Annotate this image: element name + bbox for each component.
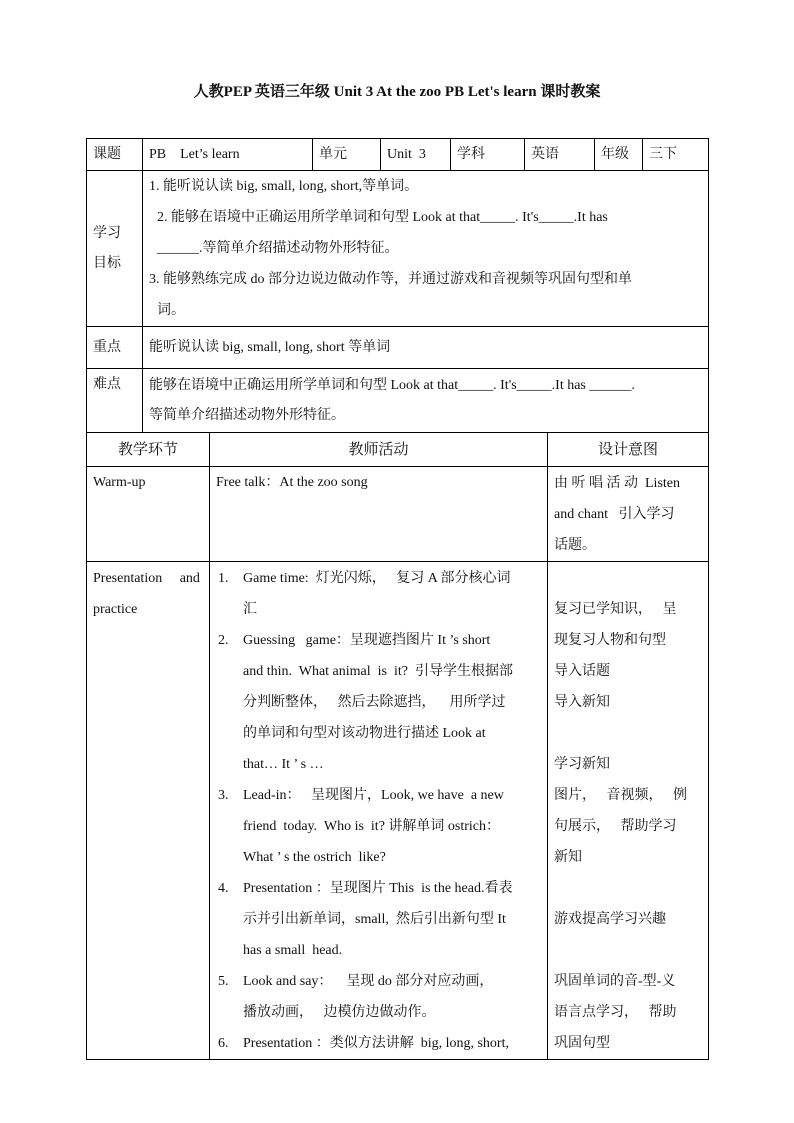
- subject-label: 学科: [451, 139, 525, 171]
- warmup-intent: [548, 467, 709, 562]
- step-line: Presentation ：呈现图片 This is the head.看表: [243, 881, 513, 896]
- stage-line: practice: [93, 602, 138, 617]
- objectives-label-line1: 学习: [93, 225, 121, 241]
- intent-line: [554, 935, 702, 966]
- intent-line: 导入新知: [554, 695, 610, 710]
- lesson-label: 课题: [87, 139, 143, 171]
- activity-step: [218, 563, 541, 625]
- intent-line: 学习新知: [554, 757, 610, 772]
- design-intent-header: 设计意图: [548, 433, 709, 467]
- warmup-stage: Warm-up: [87, 467, 210, 562]
- intent-line: 句展示， 帮助学习: [554, 819, 677, 834]
- step-line: that… It ’ s …: [243, 757, 324, 772]
- presentation-stage: [87, 562, 210, 1060]
- difficulties-line2: 等简单介绍描述动物外形特征。: [149, 407, 345, 423]
- grade-label: 年级: [595, 139, 643, 171]
- objective-item: 1. 能听说认读 big, small, long, short,等单词。: [149, 179, 419, 194]
- intent-line: 游戏提高学习兴趣: [554, 912, 666, 927]
- intent-line: 巩固单词的音-型-义: [554, 974, 676, 989]
- step-line: and thin. What animal is it? 引导学生根据部: [243, 664, 513, 679]
- step-number: 3.: [218, 788, 229, 803]
- key-points-text: 能听说认读 big, small, long, short 等单词: [143, 327, 709, 369]
- objectives-content: [143, 171, 709, 327]
- activity-step: [218, 873, 541, 966]
- objective-item: 3. 能够熟练完成 do 部分边说边做动作等，并通过游戏和音视频等巩固句型和单: [149, 272, 632, 287]
- lesson-info-table: [86, 138, 709, 433]
- objective-item: 词。: [157, 303, 185, 318]
- stage-line: Presentation and: [93, 571, 200, 586]
- intent-line: and chant 引入学习: [554, 507, 675, 522]
- intent-line: 语言点学习， 帮助: [554, 1005, 677, 1020]
- teaching-process-table: [86, 432, 709, 1060]
- intent-line: [554, 563, 702, 594]
- key-points-label: 重点: [87, 327, 143, 369]
- intent-line: 现复习人物和句型: [554, 633, 666, 648]
- document-title: 人教PEP 英语三年级 Unit 3 At the zoo PB Let's learn 课时教案: [193, 84, 601, 100]
- step-number: 6.: [218, 1036, 229, 1051]
- unit-label: 单元: [313, 139, 381, 171]
- intent-line: 复习已学知识， 呈: [554, 602, 677, 617]
- activity-step: [218, 625, 541, 780]
- step-line: 示并引出新单词，small, 然后引出新句型 It: [243, 912, 506, 927]
- objectives-label-line2: 目标: [93, 255, 121, 271]
- teacher-activity-header: 教师活动: [210, 433, 548, 467]
- step-number: 1.: [218, 571, 229, 586]
- intent-line: 新知: [554, 850, 582, 865]
- intent-line: 巩固句型: [554, 1036, 610, 1051]
- step-line: 分判断整体， 然后去除遮挡， 用所学过: [243, 695, 506, 710]
- step-line: friend today. Who is it? 讲解单词 ostrich：: [243, 819, 501, 834]
- step-number: 4.: [218, 881, 229, 896]
- step-number: 5.: [218, 974, 229, 989]
- step-number: 2.: [218, 633, 229, 648]
- objective-item: 2. 能够在语境中正确运用所学单词和句型 Look at that_____. It's_____.It has: [157, 210, 608, 225]
- intent-line: [554, 718, 702, 749]
- activity-step: [218, 966, 541, 1028]
- activity-steps-list: [218, 563, 541, 1059]
- step-line: Look and say： 呈现 do 部分对应动画，: [243, 974, 494, 989]
- difficulties-label: 难点: [87, 369, 143, 433]
- presentation-activities: [210, 562, 548, 1060]
- unit-value: Unit 3: [381, 139, 451, 171]
- step-line: has a small head.: [243, 943, 343, 958]
- difficulties-content: [143, 369, 709, 433]
- intent-line: 话题。: [554, 538, 596, 553]
- activity-step: [218, 1028, 541, 1059]
- step-line: Presentation ：类似方法讲解 big, long, short,: [243, 1036, 509, 1051]
- intent-lines: [554, 563, 702, 1059]
- step-line: 汇: [243, 602, 257, 617]
- objective-item: ______.等简单介绍描述动物外形特征。: [157, 241, 399, 256]
- stage-header: 教学环节: [87, 433, 210, 467]
- lesson-value: PB Let’s learn: [143, 139, 313, 171]
- presentation-intent: [548, 562, 709, 1060]
- step-line: What ’ s the ostrich like?: [243, 850, 386, 865]
- grade-value: 三下: [643, 139, 709, 171]
- step-line: 的单词和句型对该动物进行描述 Look at: [243, 726, 486, 741]
- difficulties-line1: 能够在语境中正确运用所学单词和句型 Look at that_____. It's_____.It has ______.: [149, 377, 635, 393]
- step-line: Lead-in： 呈现图片，Look, we have a new: [243, 788, 504, 803]
- intent-line: 导入话题: [554, 664, 610, 679]
- step-line: Guessing game：呈现遮挡图片 It ’s short: [243, 633, 491, 648]
- objectives-label: [87, 171, 143, 327]
- step-line: 播放动画， 边模仿边做动作。: [243, 1005, 436, 1020]
- warmup-activity: Free talk：At the zoo song: [210, 467, 548, 562]
- intent-line: [554, 873, 702, 904]
- subject-value: 英语: [525, 139, 595, 171]
- step-line: Game time: 灯光闪烁， 复习 A 部分核心词: [243, 571, 511, 586]
- intent-line: 由 听 唱 活 动 Listen: [554, 476, 680, 491]
- activity-step: [218, 780, 541, 873]
- intent-line: 图片， 音视频， 例: [554, 788, 687, 803]
